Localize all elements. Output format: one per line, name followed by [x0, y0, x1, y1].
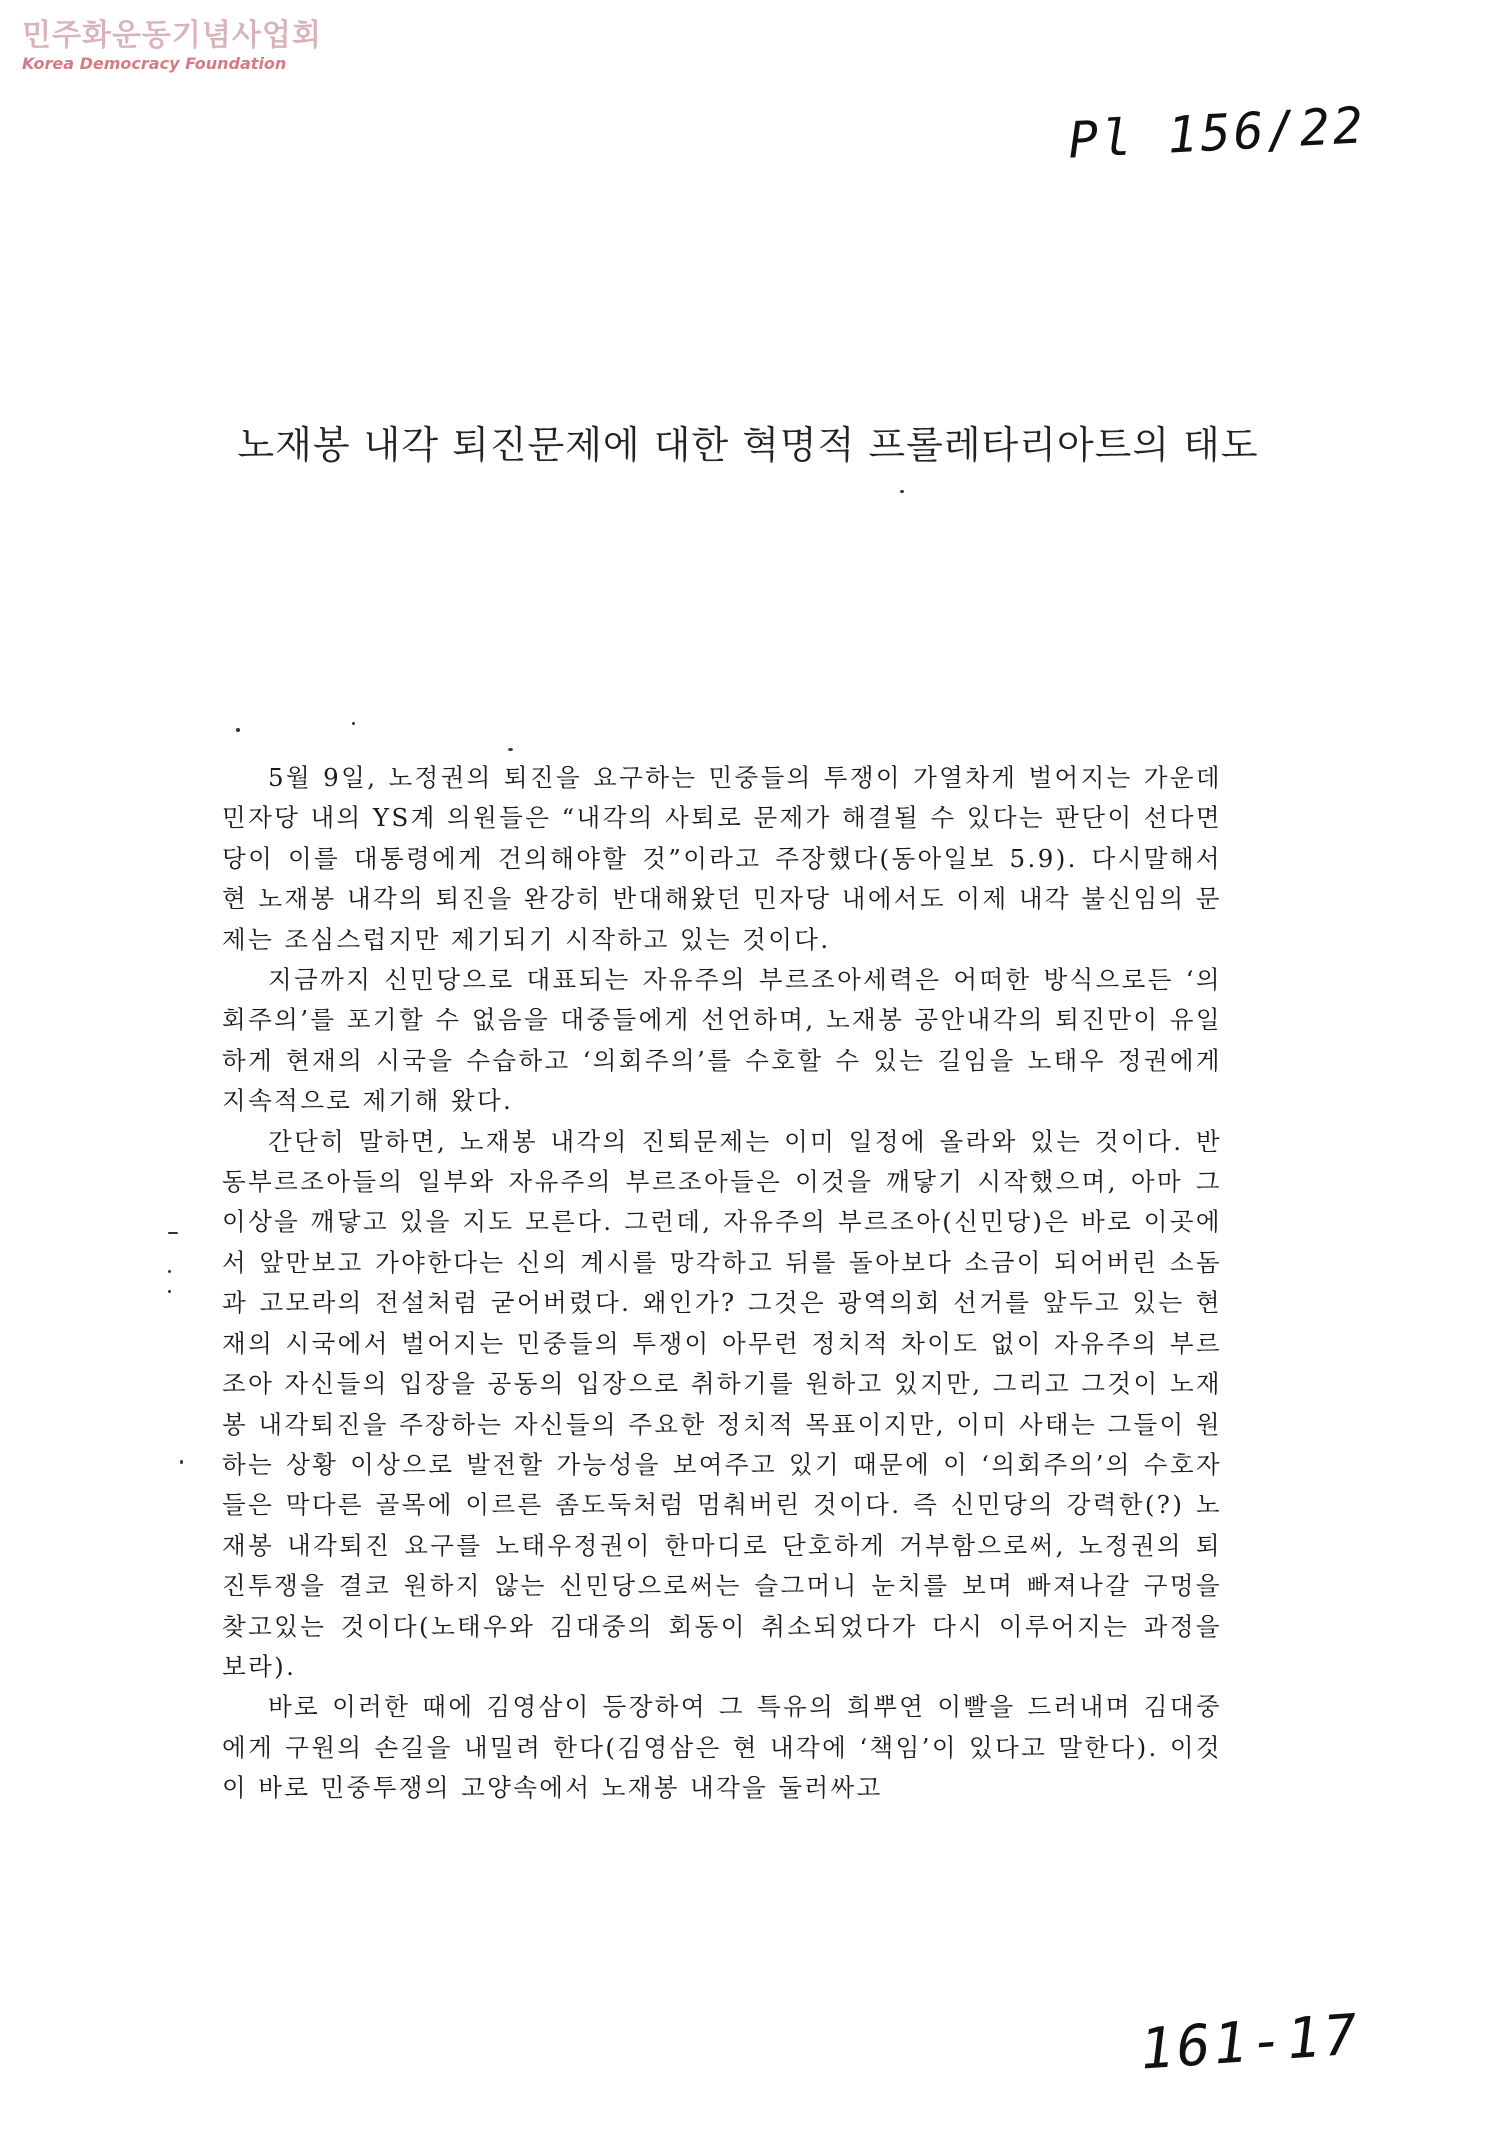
watermark-logo: [22, 18, 322, 74]
document-body: [222, 758, 1222, 1809]
scan-speck: [900, 490, 904, 493]
scan-speck: [168, 1290, 171, 1293]
scan-speck: [508, 748, 513, 751]
paragraph: 5월 9일, 노정권의 퇴진을 요구하는 민중들의 투쟁이 가열차게 벌어지는 가운데 민자당 내의 YS계 의원들은 “내각의 사퇴로 문제가 해결될 수 있다는 판단이 선다면 당이 이를 대통령에게 건의해야할 것”이라고 주장했다(동아일보 5.9). 다시말해서 현 노재봉 내각의 퇴진을 완강히 반대해왔던 민자당 내에서도 이제 내각 불신임의 문제는 조심스럽지만 제기되기 시작하고 있는 것이다.: [222, 763, 1222, 954]
watermark-english: Korea Democracy Foundation: [22, 54, 287, 73]
handwritten-page-number: 161-17: [1138, 2002, 1363, 2083]
paragraph: 간단히 말하면, 노재봉 내각의 진퇴문제는 이미 일정에 올라와 있는 것이다. 반동부르조아들의 일부와 자유주의 부르조아들은 이것을 깨닿기 시작했으며, 아마 그 이상을 깨닿고 있을 지도 모른다. 그런데, 자유주의 부르조아(신민당)은 바로 이곳에서 앞만보고 가야한다는 신의 계시를 망각하고 뒤를 돌아보다 소금이 되어버린 소돔과 고모라의 전설처럼 굳어버렸다. 왜인가? 그것은 광역의회 선거를 앞두고 있는 현재의 시국에서 벌어지는 민중들의 투쟁이 아무런 정치적 차이도 없이 자유주의 부르조아 자신들의 입장을 공동의 입장으로 취하기를 원하고 있지만, 그리고 그것이 노재봉 내각퇴진을 주장하는 자신들의 주요한 정치적 목표이지만, 이미 사태는 그들이 원하는 상황 이상으로 발전할 가능성을 보여주고 있기 때문에 이 ‘의회주의’의 수호자들은 막다른 골목에 이르른 좀도둑처럼 멈춰버린 것이다. 즉 신민당의 강력한(?) 노재봉 내각퇴진 요구를 노태우정권이 한마디로 단호하게 거부함으로써, 노정권의 퇴진투쟁을 결코 원하지 않는 신민당으로써는 슬그머니 눈치를 보며 빠져나갈 구멍을 찾고있는 것이다(노태우와 김대중의 회동이 취소되었다가 다시 이루어지는 과정을 보라).: [222, 1126, 1222, 1681]
scan-speck: [236, 728, 240, 732]
document-title: 노재봉 내각 퇴진문제에 대한 혁명적 프롤레타리아트의 태도: [237, 423, 1259, 467]
scan-speck: [168, 1270, 171, 1273]
watermark-korean: 민주화운동기념사업회: [22, 18, 322, 53]
paragraph: 지금까지 신민당으로 대표되는 자유주의 부르조아세력은 어떠한 방식으로든 ‘의회주의’를 포기할 수 없음을 대중들에게 선언하며, 노재봉 공안내각의 퇴진만이 유일하게 현재의 시국을 수습하고 ‘의회주의’를 수호할 수 있는 길임을 노태우 정권에게 지속적으로 제기해 왔다.: [222, 965, 1222, 1116]
scan-speck: [168, 1232, 178, 1234]
scan-speck: [180, 1460, 183, 1464]
scan-speck: [352, 722, 355, 725]
paragraph: 바로 이러한 때에 김영삼이 등장하여 그 특유의 희뿌연 이빨을 드러내며 김대중에게 구원의 손길을 내밀려 한다(김영삼은 현 내각에 ‘책임’이 있다고 말한다). 이것이 바로 민중투쟁의 고양속에서 노재봉 내각을 둘러싸고: [222, 1692, 1222, 1803]
handwritten-reference-number: Pl 156/22: [1066, 96, 1368, 170]
